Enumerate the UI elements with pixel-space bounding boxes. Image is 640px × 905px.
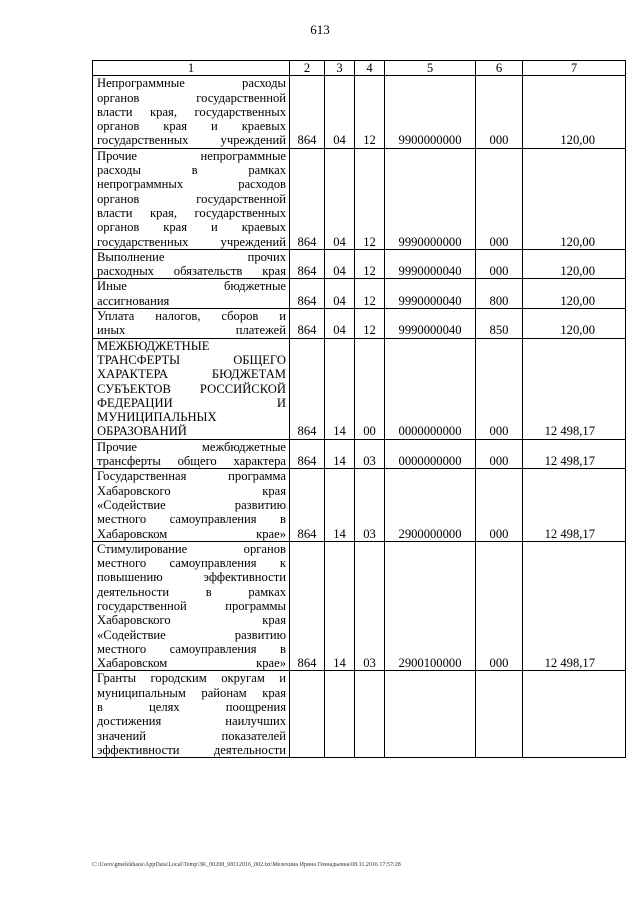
row-value-cell: 9900000000 — [385, 76, 476, 148]
header-cell: 4 — [355, 61, 385, 76]
page-number: 613 — [310, 22, 330, 37]
row-value-cell: 04 — [325, 249, 355, 279]
row-value-cell — [290, 671, 325, 758]
row-value-cell: 12 — [355, 76, 385, 148]
row-value-cell: 120,00 — [523, 279, 626, 309]
row-value-cell: 864 — [290, 469, 325, 541]
row-value-cell: 0000000000 — [385, 338, 476, 439]
row-value-cell: 000 — [476, 249, 523, 279]
row-name-cell: Выполнение прочих расходных обязательств края — [93, 249, 290, 279]
row-name-cell: Прочие непрограммные расходы в рамках непрограммных расходов органов государственной власти края, государственных органов края и краевых государственных учреждений — [93, 148, 290, 249]
row-value-cell — [325, 671, 355, 758]
row-value-cell: 12 498,17 — [523, 469, 626, 541]
row-value-cell: 9990000040 — [385, 309, 476, 339]
row-value-cell: 864 — [290, 249, 325, 279]
table-row — [93, 439, 626, 469]
row-value-cell: 9990000040 — [385, 279, 476, 309]
row-value-cell: 04 — [325, 279, 355, 309]
table-row — [93, 249, 626, 279]
table-row — [93, 671, 626, 758]
row-value-cell: 000 — [476, 338, 523, 439]
header-cell: 1 — [93, 61, 290, 76]
row-value-cell: 000 — [476, 469, 523, 541]
row-value-cell: 03 — [355, 439, 385, 469]
header-cell: 5 — [385, 61, 476, 76]
row-value-cell: 9990000040 — [385, 249, 476, 279]
row-value-cell: 03 — [355, 541, 385, 671]
row-value-cell: 000 — [476, 439, 523, 469]
row-value-cell: 12 — [355, 309, 385, 339]
row-value-cell: 864 — [290, 148, 325, 249]
row-value-cell: 120,00 — [523, 148, 626, 249]
table-row — [93, 338, 626, 439]
row-value-cell: 12 498,17 — [523, 541, 626, 671]
row-value-cell: 14 — [325, 469, 355, 541]
table-row — [93, 279, 626, 309]
row-value-cell: 12 — [355, 249, 385, 279]
row-value-cell: 864 — [290, 309, 325, 339]
row-value-cell: 04 — [325, 76, 355, 148]
row-value-cell — [476, 671, 523, 758]
row-value-cell: 12 — [355, 279, 385, 309]
row-value-cell: 04 — [325, 148, 355, 249]
table-header-row — [93, 61, 626, 76]
row-value-cell: 000 — [476, 148, 523, 249]
table-row — [93, 76, 626, 148]
row-value-cell: 120,00 — [523, 249, 626, 279]
table-row — [93, 469, 626, 541]
row-value-cell — [355, 671, 385, 758]
row-value-cell — [523, 671, 626, 758]
row-name-cell: Уплата налогов, сборов и иных платежей — [93, 309, 290, 339]
row-value-cell — [385, 671, 476, 758]
header-cell: 6 — [476, 61, 523, 76]
row-name-cell: МЕЖБЮДЖЕТНЫЕ ТРАНСФЕРТЫ ОБЩЕГО ХАРАКТЕРА БЮДЖЕТАМ СУБЪЕКТОВ РОССИЙСКОЙ ФЕДЕРАЦИИ И МУНИЦИПАЛЬНЫХ ОБРАЗОВАНИЙ — [93, 338, 290, 439]
row-value-cell: 850 — [476, 309, 523, 339]
row-value-cell: 12 498,17 — [523, 338, 626, 439]
row-value-cell: 04 — [325, 309, 355, 339]
row-value-cell: 9990000000 — [385, 148, 476, 249]
header-cell: 7 — [523, 61, 626, 76]
row-value-cell: 14 — [325, 541, 355, 671]
row-value-cell: 800 — [476, 279, 523, 309]
table-row — [93, 309, 626, 339]
row-value-cell: 00 — [355, 338, 385, 439]
row-name-cell: Непрограммные расходы органов государственной власти края, государственных органов края и краевых государственных учреждений — [93, 76, 290, 148]
row-value-cell: 000 — [476, 76, 523, 148]
row-name-cell: Иные бюджетные ассигнования — [93, 279, 290, 309]
row-value-cell: 2900000000 — [385, 469, 476, 541]
row-value-cell: 864 — [290, 439, 325, 469]
row-value-cell: 14 — [325, 439, 355, 469]
row-value-cell: 12 498,17 — [523, 439, 626, 469]
footer-file-path: C:\Users\gmelekhaus\AppData\Local\Temp\3K_00208_08112016_002.txt\Мелехина Ирина Геннадьевна\08.11.2016 17:57:28 — [92, 862, 401, 868]
row-value-cell: 864 — [290, 76, 325, 148]
budget-table — [92, 60, 626, 758]
row-value-cell: 03 — [355, 469, 385, 541]
row-name-cell: Гранты городским округам и муниципальным районам края в целях поощрения достижения наилучших значений показателей эффективности деятельности — [93, 671, 290, 758]
row-value-cell: 120,00 — [523, 76, 626, 148]
row-value-cell: 2900100000 — [385, 541, 476, 671]
row-value-cell: 14 — [325, 338, 355, 439]
row-name-cell: Государственная программа Хабаровского края «Содействие развитию местного самоуправления в Хабаровском крае» — [93, 469, 290, 541]
table-row — [93, 148, 626, 249]
row-value-cell: 0000000000 — [385, 439, 476, 469]
header-cell: 2 — [290, 61, 325, 76]
header-cell: 3 — [325, 61, 355, 76]
row-value-cell: 12 — [355, 148, 385, 249]
table-row — [93, 541, 626, 671]
row-value-cell: 864 — [290, 338, 325, 439]
row-value-cell: 000 — [476, 541, 523, 671]
row-value-cell: 120,00 — [523, 309, 626, 339]
row-name-cell: Стимулирование органов местного самоуправления к повышению эффективности деятельности в рамках государственной программы Хабаровского края «Содействие развитию местного самоуправления в Хабаровском крае» — [93, 541, 290, 671]
row-value-cell: 864 — [290, 279, 325, 309]
row-name-cell: Прочие межбюджетные трансферты общего характера — [93, 439, 290, 469]
row-value-cell: 864 — [290, 541, 325, 671]
